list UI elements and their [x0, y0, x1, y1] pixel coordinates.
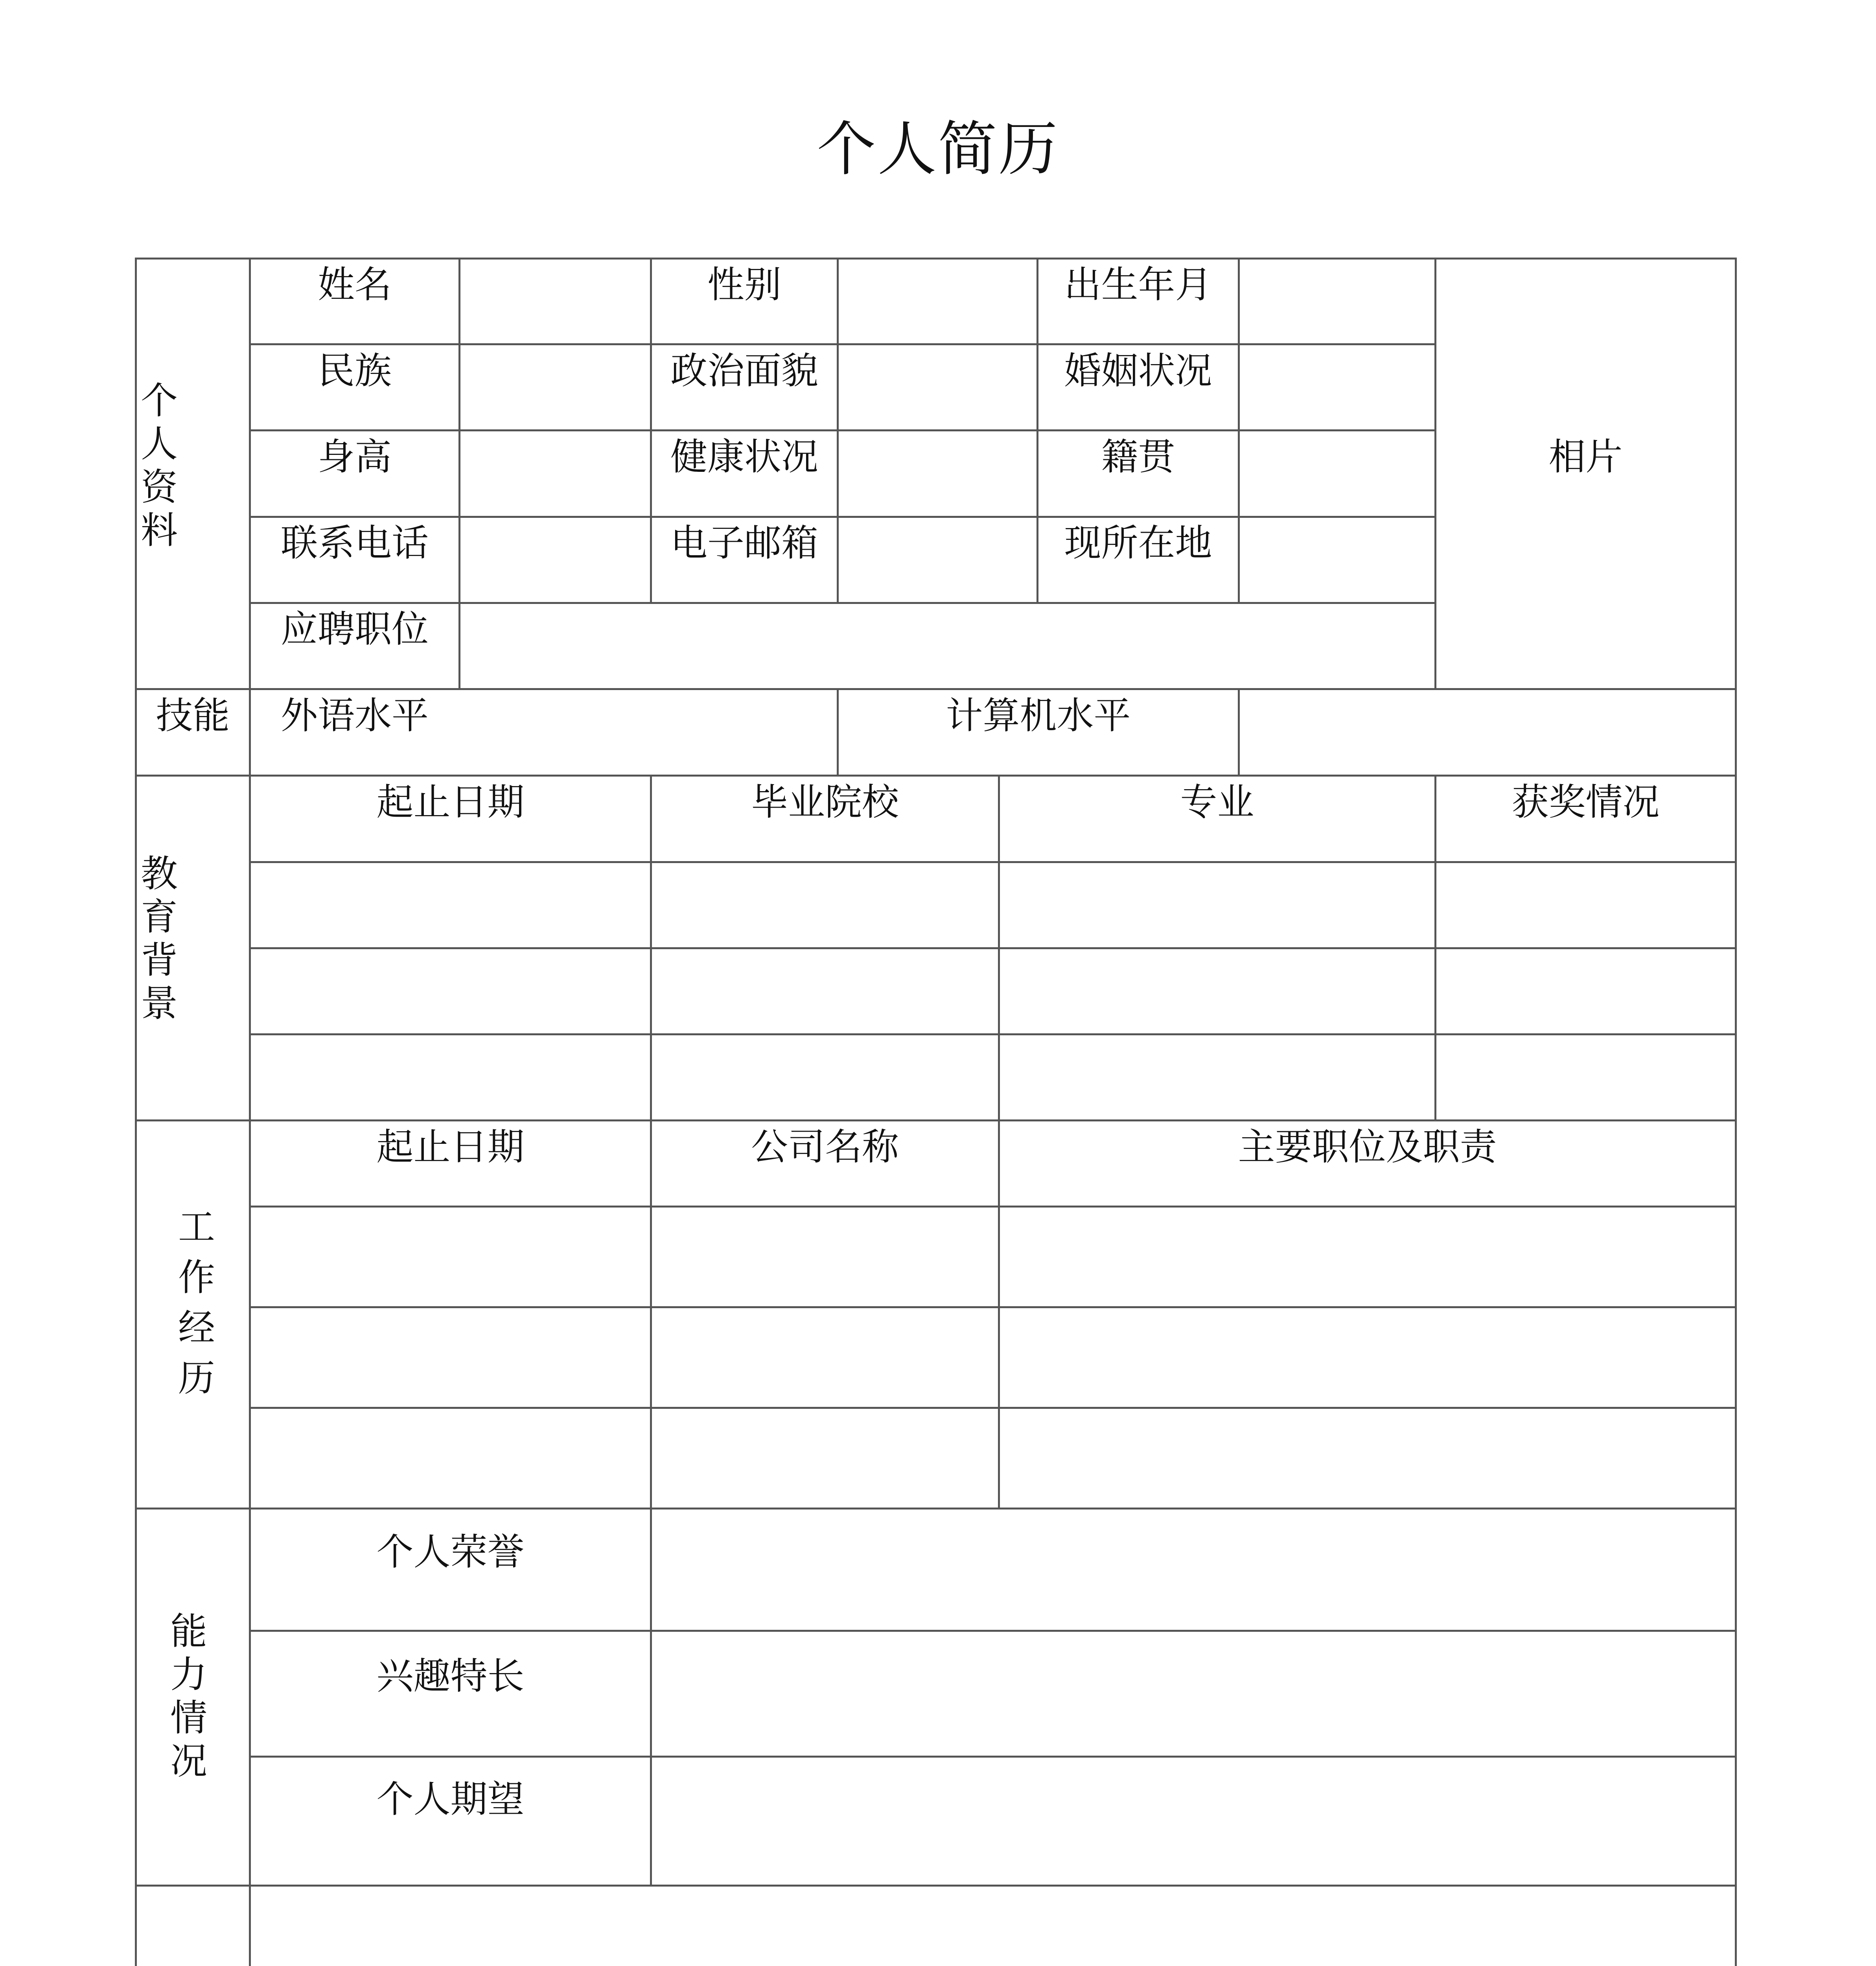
section-label-skills: 技能	[156, 694, 230, 737]
location-label: 现所在地	[1064, 522, 1212, 565]
section-divider	[135, 775, 1737, 777]
section-divider	[135, 1119, 1737, 1121]
marital-label: 婚姻状况	[1064, 350, 1212, 392]
email-label: 电子邮箱	[670, 522, 818, 565]
section-label-personal	[136, 379, 183, 552]
section-char: 料	[140, 509, 178, 552]
section-char: 资	[140, 466, 178, 509]
hometown-value[interactable]	[1240, 431, 1434, 516]
expectation-label: 个人期望	[376, 1778, 525, 1821]
birth-label: 出生年月	[1064, 263, 1212, 306]
section-char: 人	[140, 423, 178, 466]
section-char: 力	[170, 1653, 207, 1696]
section-char: 情	[170, 1697, 207, 1740]
section-char: 经	[178, 1307, 215, 1349]
photo-label: 相片	[1548, 436, 1623, 479]
section-char: 景	[140, 982, 178, 1025]
gender-value[interactable]	[839, 260, 1036, 343]
work-row[interactable]	[251, 1208, 1735, 1306]
birth-value[interactable]	[1240, 260, 1434, 343]
self-eval-value[interactable]	[251, 1887, 1735, 1966]
gender-label: 性别	[707, 263, 781, 306]
section-char: 历	[178, 1357, 215, 1400]
height-label: 身高	[317, 436, 392, 479]
edu-header-awards: 获奖情况	[1511, 781, 1660, 824]
expectation-value[interactable]	[652, 1758, 1735, 1885]
hometown-label: 籍贯	[1101, 436, 1175, 479]
work-row[interactable]	[251, 1409, 1735, 1508]
work-header-duties: 主要职位及职责	[1238, 1126, 1497, 1169]
edu-header-major: 专业	[1180, 781, 1254, 824]
work-header-company: 公司名称	[751, 1126, 899, 1169]
honors-value[interactable]	[652, 1509, 1735, 1630]
section-char: 育	[140, 896, 178, 939]
photo-slot[interactable]	[1436, 260, 1735, 688]
section-char: 工	[178, 1206, 215, 1249]
edu-row[interactable]	[251, 1035, 1735, 1119]
position-label: 应聘职位	[280, 608, 429, 651]
ethnicity-value[interactable]	[460, 345, 650, 429]
interests-label: 兴趣特长	[376, 1655, 525, 1698]
position-value[interactable]	[460, 604, 1434, 688]
section-char: 能	[170, 1610, 207, 1653]
honors-label: 个人荣誉	[376, 1531, 525, 1574]
political-label: 政治面貌	[670, 350, 818, 392]
section-char: 个	[140, 379, 178, 422]
name-label: 姓名	[317, 263, 392, 306]
edu-row[interactable]	[251, 949, 1735, 1033]
computer-label: 计算机水平	[946, 694, 1131, 737]
section-label-ability	[165, 1610, 212, 1783]
phone-label: 联系电话	[280, 522, 429, 565]
section-label-work	[173, 1202, 220, 1404]
foreign-language-value[interactable]	[460, 690, 837, 775]
edu-row[interactable]	[251, 863, 1735, 947]
political-value[interactable]	[839, 345, 1036, 429]
name-value[interactable]	[460, 260, 650, 343]
page-title: 个人简历	[817, 115, 1059, 184]
marital-value[interactable]	[1240, 345, 1434, 429]
health-label: 健康状况	[670, 436, 818, 479]
section-char: 背	[140, 939, 178, 982]
foreign-language-label: 外语水平	[280, 694, 429, 737]
computer-value[interactable]	[1240, 690, 1735, 775]
work-header-dates: 起止日期	[376, 1126, 525, 1169]
section-char: 况	[170, 1740, 207, 1783]
section-char: 作	[178, 1256, 215, 1299]
edu-header-dates: 起止日期	[376, 781, 525, 824]
table-border-right	[1735, 258, 1737, 1966]
health-value[interactable]	[839, 431, 1036, 516]
location-value[interactable]	[1240, 518, 1434, 602]
phone-value[interactable]	[460, 518, 650, 602]
email-value[interactable]	[839, 518, 1036, 602]
interests-value[interactable]	[652, 1632, 1735, 1756]
edu-header-school: 毕业院校	[751, 781, 899, 824]
section-label-education	[136, 852, 183, 1025]
ethnicity-label: 民族	[317, 350, 392, 392]
work-row[interactable]	[251, 1308, 1735, 1407]
section-char: 教	[140, 852, 178, 895]
height-value[interactable]	[460, 431, 650, 516]
